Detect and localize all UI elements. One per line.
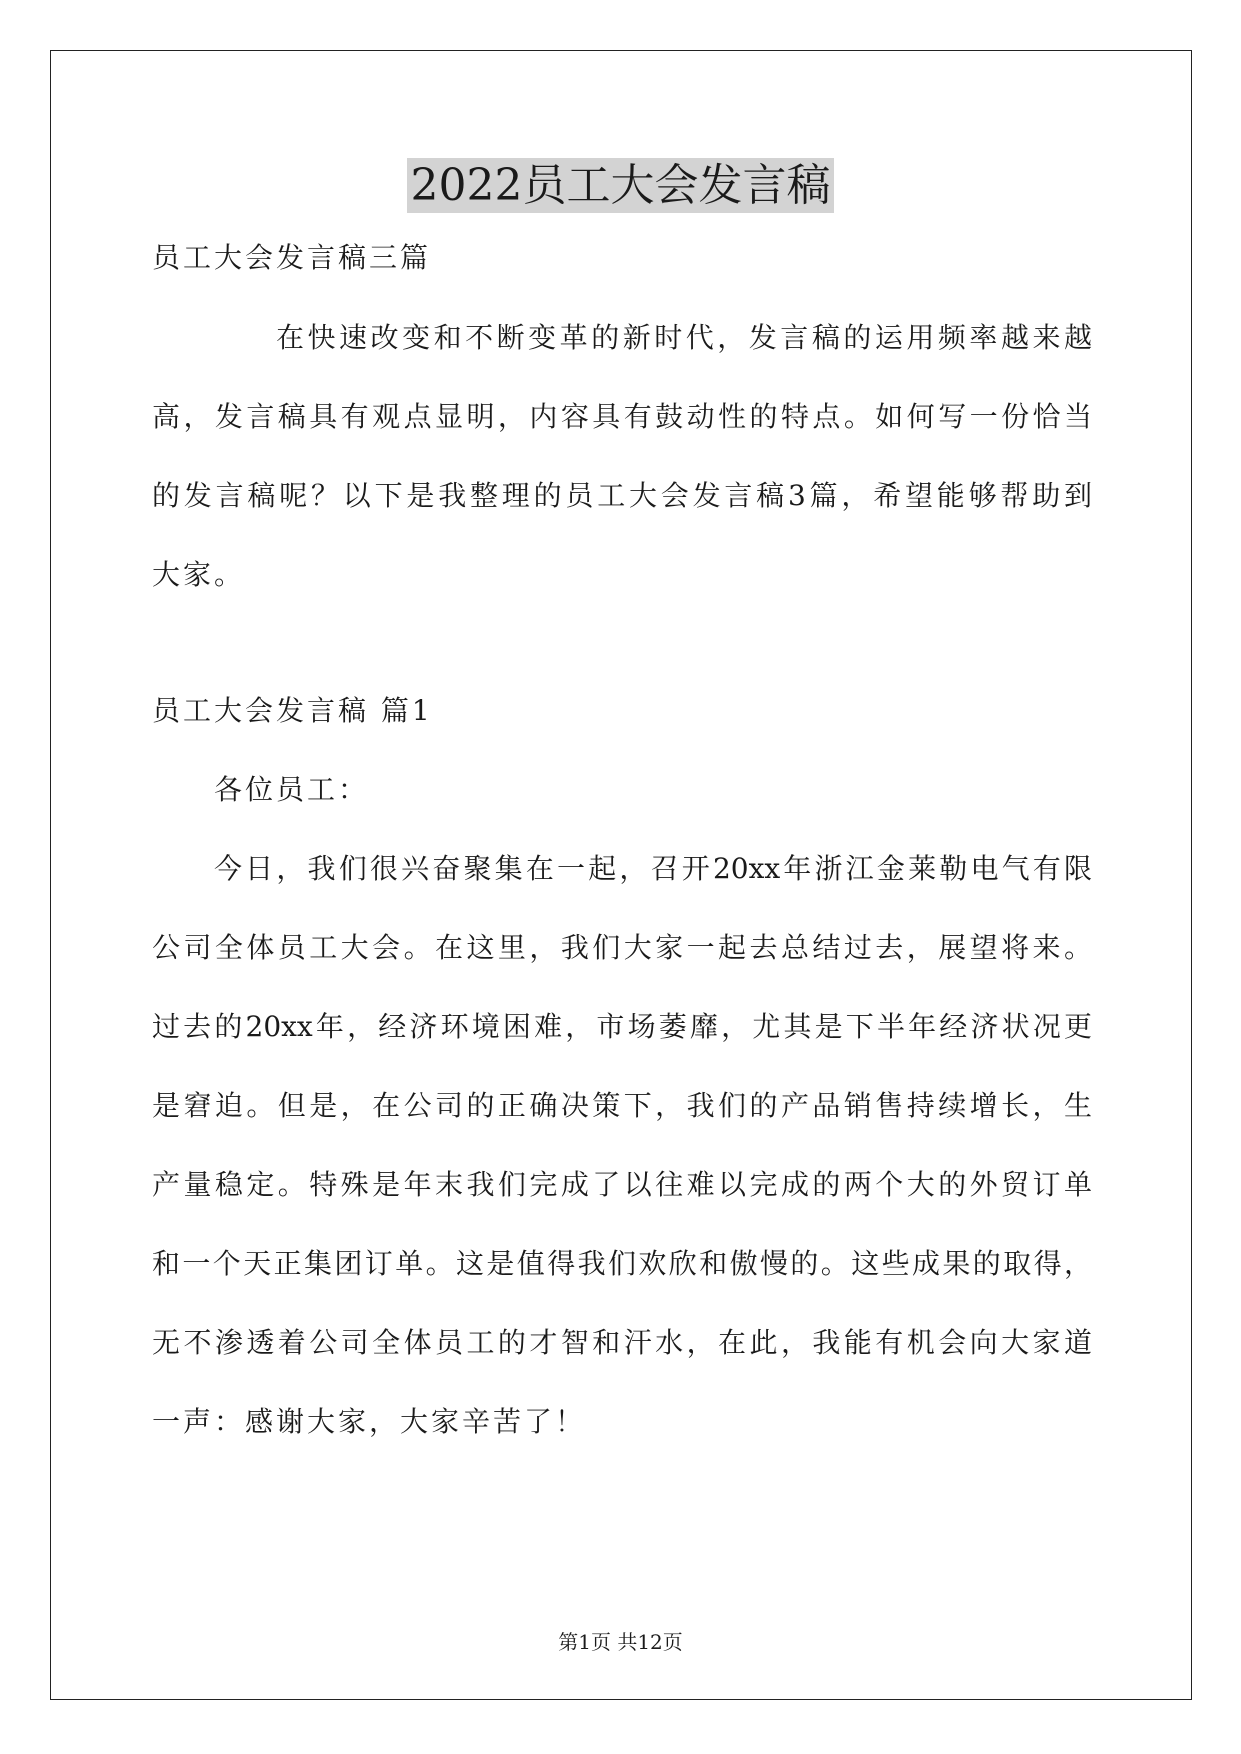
intro-line-2: 高，发言稿具有观点显明，内容具有鼓动性的特点。如何写一份恰当: [152, 400, 1092, 433]
document-title: 2022员工大会发言稿: [0, 158, 1241, 214]
intro-line-3: 的发言稿呢？以下是我整理的员工大会发言稿3篇，希望能够帮助到: [152, 479, 1092, 512]
body-line-6: 和一个天正集团订单。这是值得我们欢欣和傲慢的。这些成果的取得，: [152, 1247, 1092, 1280]
body-line-2: 公司全体员工大会。在这里，我们大家一起去总结过去，展望将来。: [152, 931, 1092, 964]
intro-line-1: 在快速改变和不断变革的新时代，发言稿的运用频率越来越: [276, 321, 1092, 354]
body-line-4: 是窘迫。但是，在公司的正确决策下，我们的产品销售持续增长，生: [152, 1089, 1092, 1122]
greeting: 各位员工：: [214, 773, 370, 806]
intro-line-4: 大家。: [152, 558, 246, 591]
body-line-8: 一声：感谢大家，大家辛苦了！: [152, 1405, 587, 1438]
body-line-1: 今日，我们很兴奋聚集在一起，召开20xx年浙江金莱勒电气有限: [214, 852, 1092, 885]
document-subtitle: 员工大会发言稿三篇: [152, 241, 432, 274]
body-line-5: 产量稳定。特殊是年末我们完成了以往难以完成的两个大的外贸订单: [152, 1168, 1092, 1201]
section-heading: 员工大会发言稿 篇1: [152, 694, 433, 727]
body-line-7: 无不渗透着公司全体员工的才智和汗水，在此，我能有机会向大家道: [152, 1326, 1092, 1359]
body-line-3: 过去的20xx年，经济环境困难，市场萎靡，尤其是下半年经济状况更: [152, 1010, 1092, 1043]
page-number-footer: 第1页 共12页: [558, 1630, 683, 1654]
